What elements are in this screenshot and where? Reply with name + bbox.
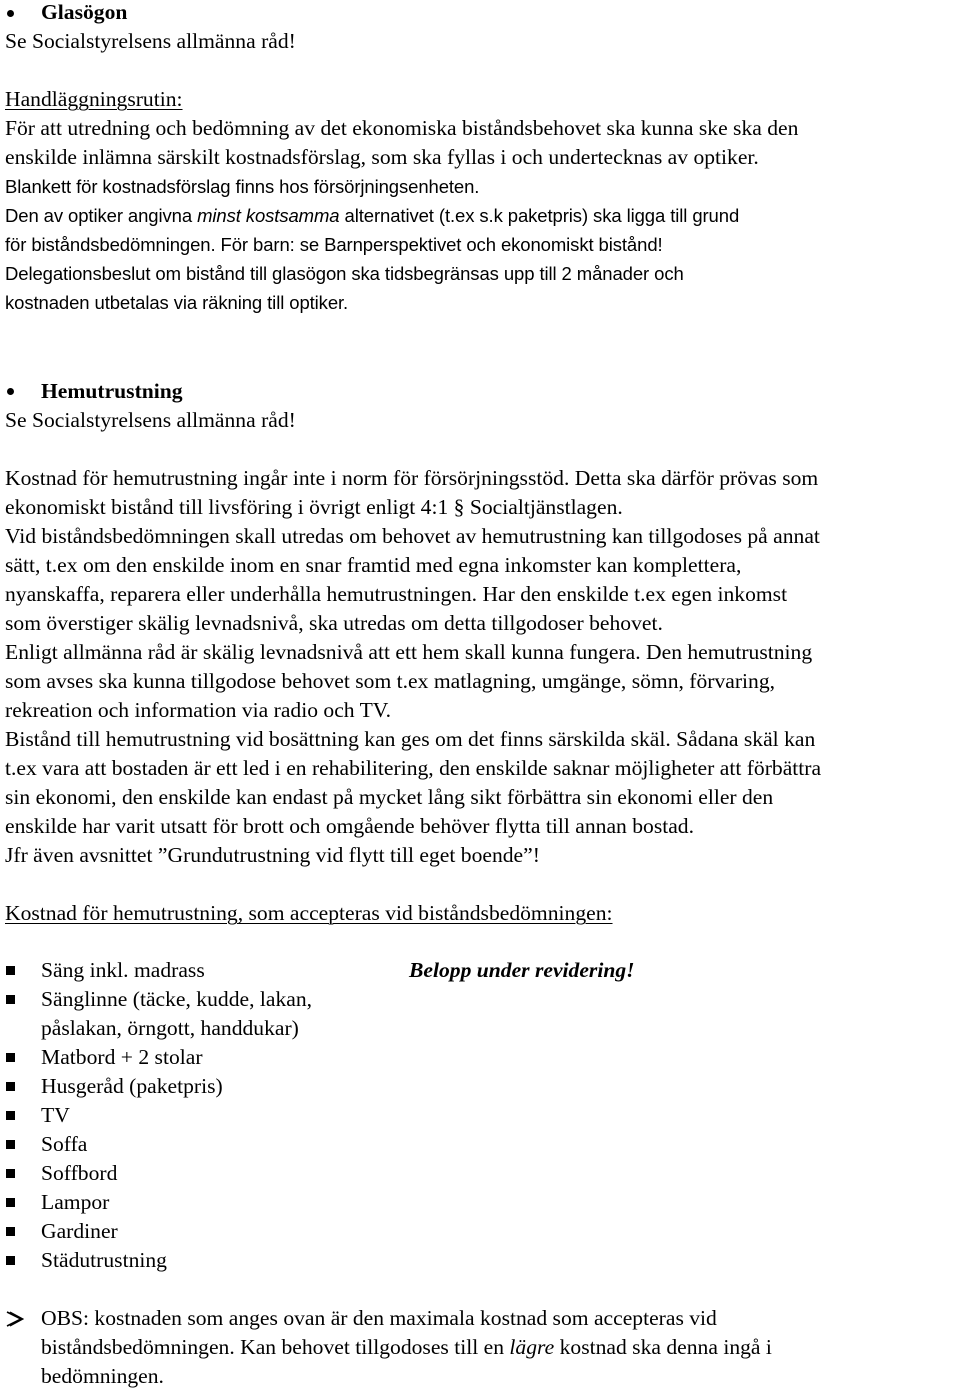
hemutrustning-text-line: ekonomiskt bistånd till livsföring i övrigt enligt 4:1 § Socialtjänstlagen. [5,495,623,519]
hemutrustning-text-line: Kostnad för hemutrustning ingår inte i norm för försörjningsstöd. Detta ska därför prövas som [5,466,819,490]
emphasis-text: minst kostsamma [197,205,340,226]
glasogon-text-line [5,201,739,230]
hemutrustning-text-line: Vid biståndsbedömningen skall utredas om behovet av hemutrustning kan tillgodoses på annat [5,524,820,548]
amount-note: Belopp under revidering! [409,958,635,982]
hemutrustning-text-line: sin ekonomi, den enskilde kan endast på mycket lång sikt förbättra sin ekonomi eller den [5,785,774,809]
text-segment: kostnad ska denna ingå i [559,1335,772,1359]
list-item: Säng inkl. madrass [41,958,205,982]
hemutrustning-text-line: Bistånd till hemutrustning vid bosättning kan ges om det finns särskilda skäl. Sådana skäl kan [5,727,816,751]
square-bullet-icon [6,1082,15,1091]
square-bullet-icon [6,1053,15,1062]
hemutrustning-text-line: som överstiger skälig levnadsnivå, ska utredas om detta tillgodoser behovet. [5,611,663,635]
glasogon-text-line: Delegationsbeslut om bistånd till glasögon ska tidsbegränsas upp till 2 månader och [5,263,684,284]
square-bullet-icon [6,1140,15,1149]
list-item: Soffbord [41,1161,118,1185]
square-bullet-icon [6,1227,15,1236]
hemutrustning-text-line: som avses ska kunna tillgodose behovet som t.ex matlagning, umgänge, sömn, förvaring, [5,669,776,693]
glasogon-reference: Se Socialstyrelsens allmänna råd! [5,29,296,53]
bullet-dot-icon [7,388,14,395]
obs-note-line: OBS: kostnaden som anges ovan är den maximala kostnad som accepteras vid [41,1306,717,1330]
hemutrustning-text-line: Enligt allmänna råd är skälig levnadsnivå att ett hem skall kunna fungera. Den hemutrustning [5,640,813,664]
arrow-bullet-icon [6,1311,24,1327]
glasogon-text-line: kostnaden utbetalas via räkning till optiker. [5,292,349,313]
square-bullet-icon [6,1111,15,1120]
hemutrustning-text-line: rekreation och information via radio och TV. [5,698,391,722]
glasogon-text-line: för biståndsbedömningen. För barn: se Barnperspektivet och ekonomiskt bistånd! [5,234,663,255]
list-item: Matbord + 2 stolar [41,1045,203,1069]
square-bullet-icon [6,995,15,1004]
hemutrustning-reference: Se Socialstyrelsens allmänna råd! [5,408,296,432]
square-bullet-icon [6,1198,15,1207]
section-heading-hemutrustning: Hemutrustning [41,379,183,403]
glasogon-text-line: Blankett för kostnadsförslag finns hos försörjningsenheten. [5,176,480,197]
hemutrustning-text-line: nyanskaffa, reparera eller underhålla hemutrustningen. Har den enskilde t.ex egen inkomst [5,582,788,606]
hemutrustning-text-line: enskilde har varit utsatt för brott och omgående behöver flytta till annan bostad. [5,814,694,838]
obs-note-line: bedömningen. [41,1364,164,1388]
square-bullet-icon [6,1169,15,1178]
bullet-dot-icon [7,10,14,17]
hemutrustning-text-line: t.ex vara att bostaden är ett led i en rehabilitering, den enskilde saknar möjligheter att förbättra [5,756,822,780]
list-item: Soffa [41,1132,88,1156]
routine-label: Handläggningsrutin: [5,87,183,111]
list-item: Sänglinne (täcke, kudde, lakan, [41,987,313,1011]
glasogon-text-line: För att utredning och bedömning av det ekonomiska biståndsbehovet ska kunna ske ska den [5,116,799,140]
list-item: Gardiner [41,1219,118,1243]
square-bullet-icon [6,966,15,975]
list-item: Städutrustning [41,1248,167,1272]
cost-list-heading: Kostnad för hemutrustning, som accepteras vid biståndsbedömningen: [5,901,613,925]
hemutrustning-text-line: sätt, t.ex om den enskilde inom en snar framtid med egna inkomster kan komplettera, [5,553,742,577]
section-heading-glasogon: Glasögon [41,0,128,24]
text-segment: Den av optiker angivna [5,205,193,226]
text-segment: biståndsbedömningen. Kan behovet tillgodoses till en [41,1335,505,1359]
list-item: Husgeråd (paketpris) [41,1074,223,1098]
text-segment: alternativet (t.ex s.k paketpris) ska ligga till grund [344,205,740,226]
obs-note-line [41,1333,772,1362]
emphasis-text: lägre [509,1335,555,1359]
list-item: TV [41,1103,70,1127]
hemutrustning-text-line: Jfr även avsnittet ”Grundutrustning vid flytt till eget boende”! [5,843,540,867]
square-bullet-icon [6,1256,15,1265]
list-item-continuation: påslakan, örngott, handdukar) [41,1016,299,1040]
list-item: Lampor [41,1190,110,1214]
glasogon-text-line: enskilde inlämna särskilt kostnadsförslag, som ska fyllas i och undertecknas av optiker. [5,145,759,169]
